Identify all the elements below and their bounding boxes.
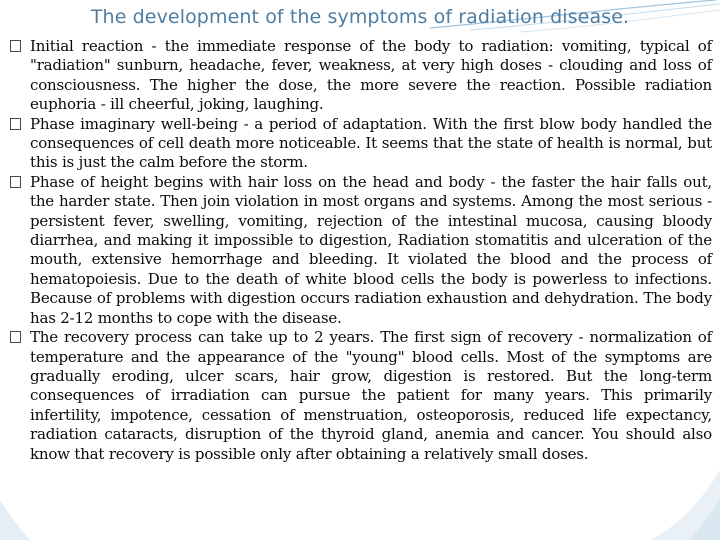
bullet-text: Initial reaction - the immediate response of the body to radiation: vomiting, typical of "radiation" sunburn, headache, fever, weakness, at very high doses - clouding and loss of consciousness. The higher the dose, the more severe the reaction. Possible radiation euphoria - ill cheerful, joking, laughing.: [30, 37, 712, 114]
square-bullet-icon: [10, 331, 21, 343]
bullet-item: [10, 115, 712, 173]
square-bullet-icon: [10, 118, 21, 130]
bullet-text: The recovery process can take up to 2 years. The first sign of recovery - normalization of temperature and the appearance of the "young" blood cells. Most of the symptoms are gradually eroding, ulcer scars, hair grow, digestion is restored. But the long-term consequences of irradiation can pursue the patient for many years. This primarily infertility, impotence, cessation of menstruation, osteoporosis, reduced life expectancy, radiation cataracts, disruption of the thyroid gland, anemia and cancer. You should also know that recovery is possible only after obtaining a relatively small doses.: [30, 328, 712, 463]
bullet-item: [10, 37, 712, 115]
slide-title: The development of the symptoms of radiation disease.: [90, 6, 630, 28]
square-bullet-icon: [10, 40, 21, 52]
bullet-list: [10, 37, 712, 464]
bullet-text: Phase of height begins with hair loss on the head and body - the faster the hair falls out, the harder state. Then join violation in most organs and systems. Among the most serious - persistent fever, swelling, vomiting, rejection of the intestinal mucosa, causing bloody diarrhea, and making it impossible to digestion, Radiation stomatitis and ulceration of the mouth, extensive hemorrhage and bleeding. It violated the blood and the process of hematopoiesis. Due to the death of white blood cells the body is powerless to infections. Because of problems with digestion occurs radiation exhaustion and dehydration. The body has 2-12 months to cope with the disease.: [30, 172, 712, 327]
bullet-text: Phase imaginary well-being - a period of adaptation. With the first blow body handled the consequences of cell death more noticeable. It seems that the state of health is normal, but this is just the calm before the storm.: [30, 114, 712, 172]
bullet-item: [10, 173, 712, 328]
bullet-item: [10, 328, 712, 464]
square-bullet-icon: [10, 176, 21, 188]
